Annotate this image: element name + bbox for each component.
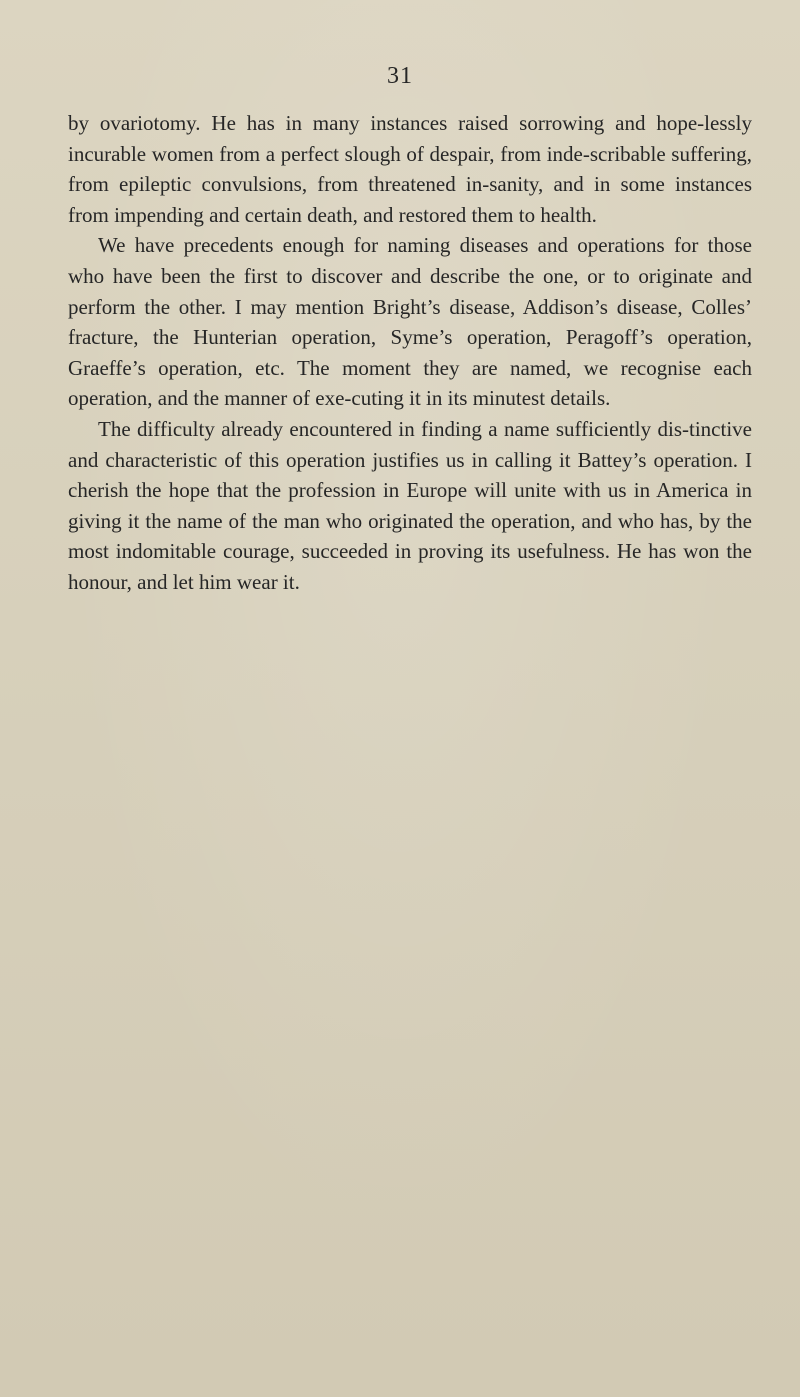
paragraph-3: The difficulty already encountered in finding a name sufficiently dis-tinctive and characteristic of this operation justifies us in calling it Battey’s operation. I cherish the hope that the profession in Europe will unite with us in America in giving it the name of the man who originated the operation, and who has, by the most indomitable courage, succeeded in proving its usefulness. He has won the honour, and let him wear it. (68, 416, 752, 594)
body-text (68, 108, 752, 598)
page-number: 31 (387, 63, 413, 89)
paragraph-2: We have precedents enough for naming diseases and operations for those who have been the first to discover and describe the one, or to originate and perform the other. I may mention Bright’s disease, Addison’s disease, Colles’ fracture, the Hunterian operation, Syme’s operation, Peragoff’s operation, Graeffe’s operation, etc. The moment they are named, we recognise each operation, and the manner of exe-cuting it in its minutest details. (68, 233, 752, 411)
paragraph-1: by ovariotomy. He has in many instances raised sorrowing and hope-lessly incurable women from a perfect slough of despair, from inde-scribable suffering, from epileptic convulsions, from threatened in-sanity, and in some instances from impending and certain death, and restored them to health. (68, 111, 752, 227)
